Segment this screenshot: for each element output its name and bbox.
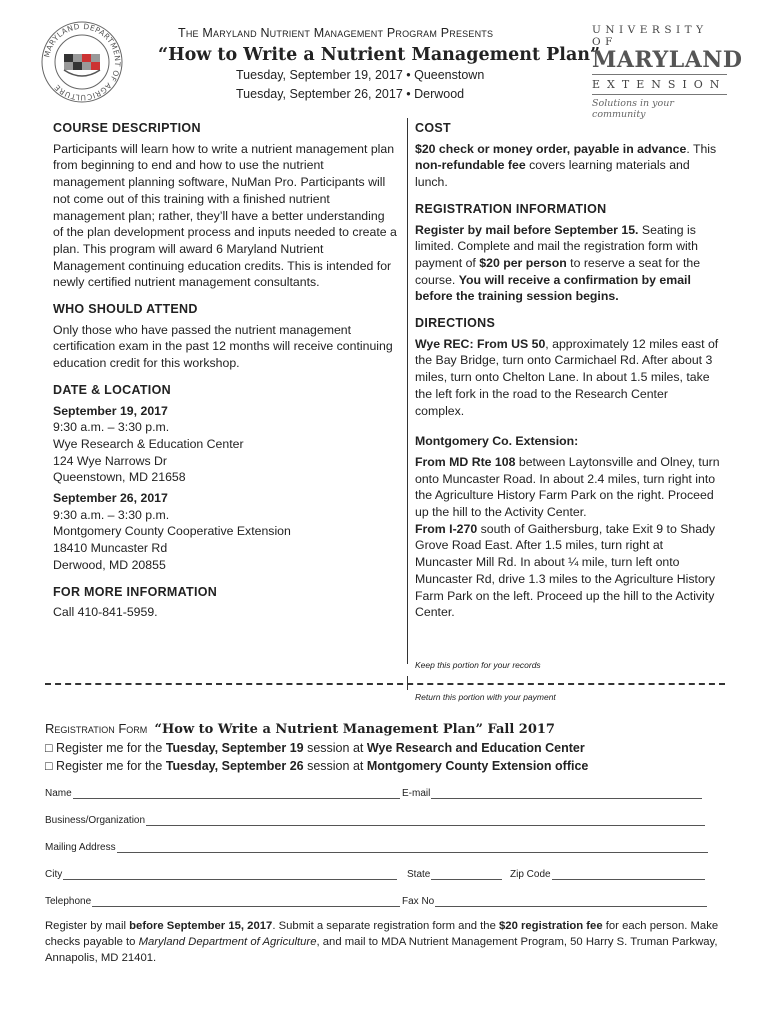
mailing-instructions: Register by mail before September 15, 2017. Submit a separate registration form and the $20 registration fee for each person. Make checks payable to Maryland Department of Agriculture, and mail to MDA Nutrient Management Program, 50 Harry S. Truman Parkway, Annapolis, MD 21401. (45, 920, 719, 964)
umd-extension: EXTENSION (592, 78, 727, 91)
session2-address1: 18410 Muncaster Rd (53, 541, 168, 556)
session2-time: 9:30 a.m. – 3:30 p.m. (53, 507, 170, 522)
session1-place: Wye Research & Education Center (53, 436, 244, 451)
name-field[interactable]: Name (45, 787, 400, 799)
event-date-1: Tuesday, September 19, 2017 • Queenstown (236, 68, 485, 82)
event-title: “How to Write a Nutrient Management Plan” (158, 45, 601, 65)
mda-seal-logo (40, 20, 124, 104)
cost-text: $20 check or money order, payable in advance. This non-refundable fee covers learning materials and lunch. (415, 141, 717, 190)
checkbox-icon[interactable]: □ (45, 759, 53, 773)
left-column (53, 120, 398, 621)
session1-address1: 124 Wye Narrows Dr (53, 453, 168, 468)
return-portion-note: Return this portion with your payment (415, 692, 556, 702)
directions-heading: DIRECTIONS (415, 316, 496, 331)
checkbox-icon[interactable]: □ (45, 741, 53, 755)
session2-place: Montgomery County Cooperative Extension (53, 524, 291, 539)
course-description: Participants will learn how to write a nutrient management plan from beginning to end and how to use the nutrient management planning software, NuMan Pro. Participants will not come out of this training with a finished nutrient management plan; rather, they’ll have a better understanding of the plan development process and inputs needed to create a plan. This program will award 6 Maryland Nutrient Management continuing education credits. This is intended for newly certified nutrient management consultants. (53, 141, 397, 290)
fax-field[interactable]: Fax No (402, 895, 707, 907)
event-date-2: Tuesday, September 26, 2017 • Derwood (236, 87, 465, 101)
session2-date: September 26, 2017 (53, 491, 168, 506)
date-location-heading: DATE & LOCATION (53, 382, 171, 397)
umd-top: UNIVERSITY OF (592, 24, 708, 48)
cost-heading: COST (415, 121, 451, 135)
register-option-sept26[interactable]: □ Register me for the Tuesday, September 26 session at Montgomery County Extension office (45, 759, 589, 773)
who-text: Only those who have passed the nutrient management certification exam in the past 12 months will receive continuing education credit for this workshop. (53, 322, 393, 371)
right-column (415, 120, 720, 621)
wye-directions: Wye REC: From US 50, approximately 12 miles east of the Bay Bridge, turn onto Carmichael Rd. After about 3 miles, turn onto Chelton Lane. In about 1.5 miles, take the left fork in the road to the Research Center complex. (415, 336, 719, 418)
montgomery-directions-1: From MD Rte 108 between Laytonsville and Olney, turn onto Muncaster Road. In about 2.4 miles, turn right into the Agriculture History Farm Park on the right. Proceed up the hill to the Activity Center. (415, 454, 720, 520)
mailing-address-field[interactable]: Mailing Address (45, 841, 708, 853)
info-heading: FOR MORE INFORMATION (53, 584, 218, 599)
program-presents: The Maryland Nutrient Management Program Presents (178, 26, 494, 40)
column-divider (407, 118, 408, 664)
cut-line-tick (407, 676, 408, 690)
city-field[interactable]: City (45, 868, 397, 880)
business-field[interactable]: Business/Organization (45, 814, 705, 826)
zip-code-field[interactable]: Zip Code (510, 868, 705, 880)
svg-text:MARYLAND DEPARTMENT OF AGRICUL: MARYLAND DEPARTMENT OF AGRICULTURE (42, 21, 123, 103)
session2-address2: Derwood, MD 20855 (53, 557, 166, 572)
session1-address2: Queenstown, MD 21658 (53, 470, 186, 485)
keep-portion-note: Keep this portion for your records (415, 660, 541, 670)
email-field[interactable]: E-mail (402, 787, 702, 799)
umd-extension-logo (592, 24, 743, 120)
registration-text: Register by mail before September 15. Seating is limited. Complete and mail the registration form with payment of $20 per person to reserve a seat for the course. You will receive a confirmation by email before the training session begins. (415, 222, 701, 304)
umd-name: MARYLAND (592, 47, 743, 73)
umd-tagline: Solutions in your community (592, 98, 674, 120)
session1-time: 9:30 a.m. – 3:30 p.m. (53, 420, 170, 435)
registration-form-title (45, 721, 555, 737)
who-heading: WHO SHOULD ATTEND (53, 302, 198, 317)
state-field[interactable]: State (407, 868, 502, 880)
course-heading: COURSE DESCRIPTION (53, 121, 201, 135)
registration-heading: REGISTRATION INFORMATION (415, 201, 607, 216)
form-label: Registration Form (45, 721, 148, 736)
telephone-field[interactable]: Telephone (45, 895, 400, 907)
register-option-sept19[interactable]: □ Register me for the Tuesday, September 19 session at Wye Research and Education Center (45, 741, 585, 755)
cut-line (45, 683, 725, 685)
session1-date: September 19, 2017 (53, 403, 168, 418)
montgomery-directions-2: From I-270 south of Gaithersburg, take Exit 9 to Shady Grove Road East. After 1.5 miles, turn right at Muncaster Mill Rd. In about ¼ mile, turn left onto Muncaster Rd, drive 1.3 miles to the Agriculture History Farm Park on the left. Proceed up the hill to the Activity Center. (415, 521, 716, 620)
montgomery-heading: Montgomery Co. Extension: (415, 434, 579, 449)
info-phone: Call 410-841-5959. (53, 605, 158, 620)
form-event-title: “How to Write a Nutrient Management Plan” Fall 2017 (154, 722, 555, 737)
